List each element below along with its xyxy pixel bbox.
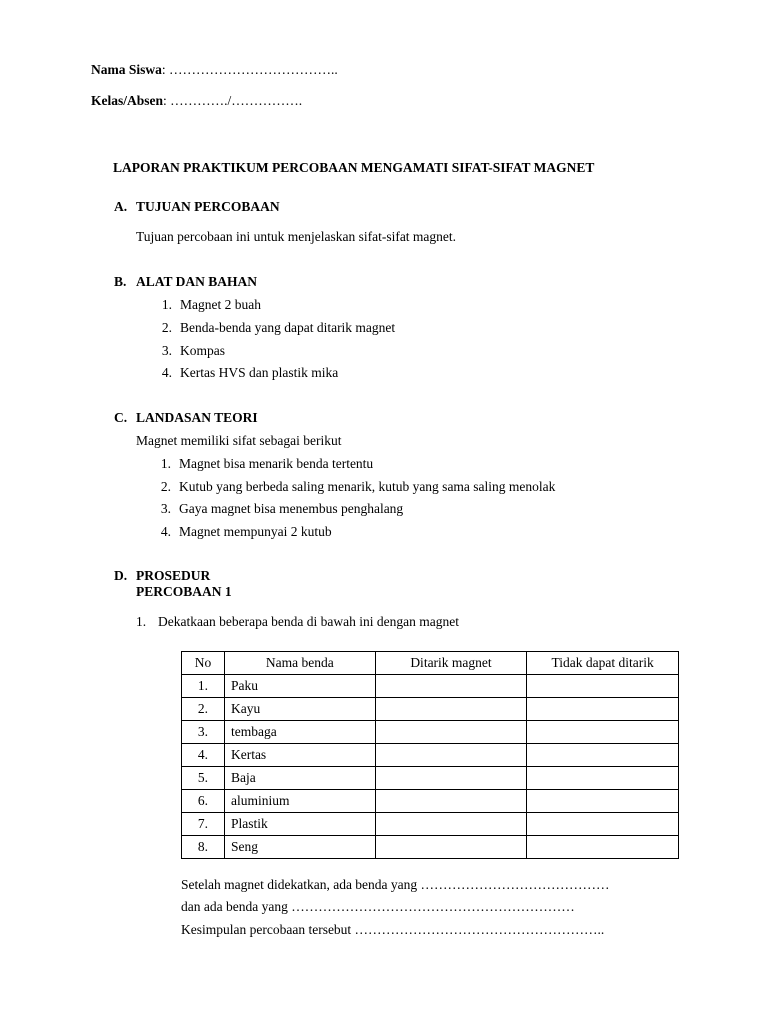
- class-blank: : …………./…………….: [163, 93, 303, 108]
- table-header-not-attracted: Tidak dapat ditarik: [527, 652, 679, 675]
- list-item-text: Kutub yang berbeda saling menarik, kutub yang sama saling menolak: [179, 479, 556, 494]
- class-line: [91, 93, 302, 109]
- list-item: [149, 479, 555, 495]
- table-row: [182, 767, 679, 790]
- section-d-title: PROSEDUR: [136, 568, 211, 583]
- section-b-letter: B.: [114, 274, 127, 289]
- conclusion-line: Setelah magnet didekatkan, ada benda yang ……………………………………: [181, 877, 610, 892]
- list-item-number: 2.: [160, 479, 171, 494]
- procedure-step: [136, 614, 459, 630]
- attracted-cell[interactable]: [375, 744, 527, 767]
- not-attracted-cell[interactable]: [527, 698, 679, 721]
- table-row: [182, 836, 679, 859]
- section-d-letter: D.: [114, 568, 128, 583]
- list-item: [150, 320, 395, 336]
- section-a-text: Tujuan percobaan ini untuk menjelaskan sifat-sifat magnet.: [136, 229, 457, 244]
- list-item-number: 4.: [160, 524, 171, 539]
- table-row: [182, 698, 679, 721]
- table-header-no: No: [182, 652, 225, 675]
- section-a-heading: [114, 199, 280, 215]
- list-item-number: 3.: [160, 501, 171, 516]
- section-c-letter: C.: [114, 410, 128, 425]
- not-attracted-cell[interactable]: [527, 813, 679, 836]
- row-object-name: tembaga: [224, 721, 375, 744]
- not-attracted-cell[interactable]: [527, 767, 679, 790]
- table-row: [182, 790, 679, 813]
- list-item: [149, 501, 403, 517]
- attracted-cell[interactable]: [375, 813, 527, 836]
- row-object-name: Baja: [224, 767, 375, 790]
- list-item-number: 1.: [161, 297, 172, 312]
- section-d-heading: [114, 568, 210, 584]
- row-object-name: Plastik: [224, 813, 375, 836]
- table-header-row: [182, 652, 679, 675]
- not-attracted-cell[interactable]: [527, 721, 679, 744]
- procedure-step-text: Dekatkaan beberapa benda di bawah ini dengan magnet: [158, 614, 459, 629]
- list-item-number: 4.: [161, 365, 172, 380]
- list-item-text: Gaya magnet bisa menembus penghalang: [179, 501, 404, 516]
- row-object-name: Kertas: [224, 744, 375, 767]
- list-item-number: 3.: [161, 343, 172, 358]
- section-c-title: LANDASAN TEORI: [136, 410, 258, 425]
- section-b-heading: [114, 274, 257, 290]
- student-name-line: [91, 62, 338, 78]
- not-attracted-cell[interactable]: [527, 744, 679, 767]
- list-item: [150, 297, 261, 313]
- attracted-cell[interactable]: [375, 836, 527, 859]
- table-row: [182, 813, 679, 836]
- row-number: 3.: [182, 721, 225, 744]
- list-item-text: Benda-benda yang dapat ditarik magnet: [180, 320, 396, 335]
- attracted-cell[interactable]: [375, 790, 527, 813]
- row-number: 8.: [182, 836, 225, 859]
- section-b-title: ALAT DAN BAHAN: [136, 274, 258, 289]
- report-title: LAPORAN PRAKTIKUM PERCOBAAN MENGAMATI SIFAT-SIFAT MAGNET: [113, 160, 595, 175]
- attracted-cell[interactable]: [375, 675, 527, 698]
- row-object-name: Seng: [224, 836, 375, 859]
- attracted-cell[interactable]: [375, 698, 527, 721]
- section-a-letter: A.: [114, 199, 128, 214]
- student-name-blank: : ………………………………..: [161, 62, 338, 77]
- list-item: [149, 524, 332, 540]
- list-item: [150, 365, 338, 381]
- class-label: Kelas/Absen: [91, 93, 164, 108]
- table-row: [182, 675, 679, 698]
- table-header-attracted: Ditarik magnet: [375, 652, 527, 675]
- list-item-text: Kertas HVS dan plastik mika: [180, 365, 339, 380]
- attracted-cell[interactable]: [375, 721, 527, 744]
- list-item-text: Magnet mempunyai 2 kutub: [179, 524, 332, 539]
- row-number: 5.: [182, 767, 225, 790]
- not-attracted-cell[interactable]: [527, 675, 679, 698]
- row-number: 6.: [182, 790, 225, 813]
- student-name-label: Nama Siswa: [91, 62, 162, 77]
- attracted-cell[interactable]: [375, 767, 527, 790]
- table-row: [182, 744, 679, 767]
- observation-table: [181, 651, 679, 859]
- not-attracted-cell[interactable]: [527, 836, 679, 859]
- section-c-intro: Magnet memiliki sifat sebagai berikut: [136, 433, 342, 448]
- row-object-name: Paku: [224, 675, 375, 698]
- section-a-title: TUJUAN PERCOBAAN: [136, 199, 280, 214]
- list-item-number: 2.: [161, 320, 172, 335]
- section-c-heading: [114, 410, 258, 426]
- not-attracted-cell[interactable]: [527, 790, 679, 813]
- list-item: [149, 456, 373, 472]
- procedure-step-number: 1.: [136, 614, 147, 629]
- row-object-name: aluminium: [224, 790, 375, 813]
- row-number: 7.: [182, 813, 225, 836]
- list-item: [150, 343, 225, 359]
- row-number: 2.: [182, 698, 225, 721]
- list-item-text: Kompas: [180, 343, 225, 358]
- conclusion-line: dan ada benda yang ………………………………………………………: [181, 899, 575, 914]
- row-number: 4.: [182, 744, 225, 767]
- row-number: 1.: [182, 675, 225, 698]
- list-item-number: 1.: [160, 456, 171, 471]
- list-item-text: Magnet bisa menarik benda tertentu: [179, 456, 374, 471]
- table-row: [182, 721, 679, 744]
- table-header-name: Nama benda: [224, 652, 375, 675]
- experiment-subheading: PERCOBAAN 1: [136, 584, 232, 599]
- row-object-name: Kayu: [224, 698, 375, 721]
- conclusion-line: Kesimpulan percobaan tersebut ………………………………………………..: [181, 922, 605, 937]
- list-item-text: Magnet 2 buah: [180, 297, 261, 312]
